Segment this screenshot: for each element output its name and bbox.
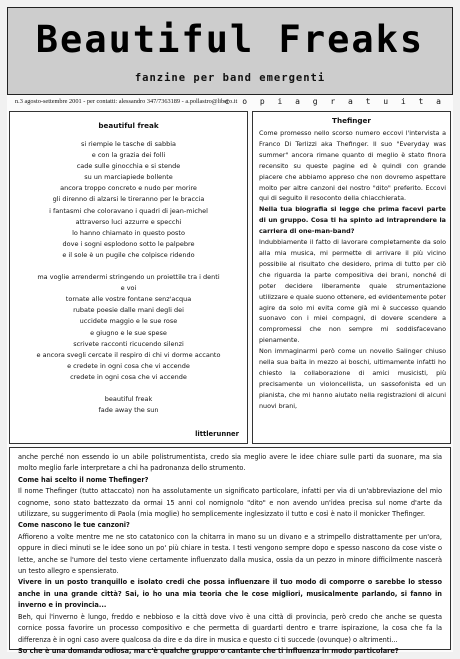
interview-question: Nella tua biografia si legge che prima facevi parte di un gruppo. Cosa ti ha spinto ad intraprendere la carriera di one-man-band? — [259, 205, 446, 236]
poem-line: tornate alle vostre fontane senz'acqua — [65, 295, 192, 304]
interview-answer: Affioreno a volte mentre me ne sto catatonico con la chitarra in mano su un divano e a strimpello distrattamente per un'ora, oppure in dieci minuti se le idee sono un po' più chiare in testa. I testi vengono sempre dopo e spesso nascono da cose viste o lette, anche se l'umore del testo viene certamente influenzato dalla musica, ossia da un pezzo in minore difficilmente nascerà un testo allegro e spensierato. — [18, 532, 442, 576]
interview-answer: anche perché non essendo io un abile polistrumentista, credo sia meglio avere le idee chiare sulle parti da suonare, ma sia molto meglio farle interpretare a chi ha padronanza dello strumento. — [18, 453, 442, 473]
article-title: Thefinger — [332, 116, 371, 125]
poem-line: e voi — [120, 284, 137, 293]
stanza-gap — [10, 261, 247, 272]
fanzine-page — [7, 7, 453, 655]
poem-line: e il sole è un pugile che colpisce ridendo — [62, 250, 195, 259]
poem-author: littlerunner — [195, 430, 239, 438]
article-intro: Come promesso nello scorso numero eccovi l'intervista a Franco Di Terlizzi aka Thefinger. Il suo "Everyday was summer" ancora rimane quanto di meglio è stato finora recensito su queste pagine ed è quindi con grande piacere che abbiamo appreso che non dovremo aspettare molto per altre canzoni del nostro "dito" preferito. Eccovi qui di seguito il resoconto della chiacchierata. — [259, 129, 446, 203]
poem-line: si riempie le tasche di sabbia — [80, 140, 177, 148]
poem-line: lo hanno chiamato in questo posto — [72, 228, 185, 237]
stanza-gap — [10, 383, 247, 394]
poem-line: ancora troppo concreto e nudo per morire — [60, 184, 197, 193]
interview-question: Come hai scelto il nome Thefinger? — [18, 475, 149, 484]
page-title: Beautiful Freaks — [35, 18, 425, 61]
interview-answer: Il nome Thefinger (tutto attaccato) non ha assolutamente un significato particolare, infatti per via di un'abbreviazione del mio cognome, sono stato battezzato da ormai 15 anni col nomignolo "dito" e non avendo un'idea precisa sul nome d'arte da utilizzare, su suggerimento di Paola (mia moglie) ho semplicemente inglesizzato il tutto e così è nato il monicker Thefinger. — [18, 487, 442, 519]
poem-line: i fantasmi che coloravano i quadri di jean-michel — [49, 206, 208, 215]
interview-answer: Indubbiamente il fatto di lavorare completamente da solo alla mia musica, mi permette di arrivare il più vicino possibile al risultato che desidero, prima di tutto per ciò che riguarda la parte compositiva dei brani, nonché di poter decidere liberamente quale strumentazione utilizzare e quale suono ottenere, ed evidentemente poter agire da solo mi evita come già mi è successo quando suonavo con i miei compagni, di dovere scendere a compromessi che non sempre mi soddisfacevano pienamente. — [259, 238, 446, 345]
poem-line: attraverso luci azzurre e specchi — [75, 217, 182, 226]
free-copy-label: c o p i a g r a t u i t a — [224, 97, 445, 106]
interview-question: So che è una domanda odiosa, ma c'è qualche gruppo o cantante che ti influenza in modo particolare? — [18, 646, 399, 655]
poem-line: ma voglie arrendermi stringendo un proiettile tra i denti — [37, 273, 220, 282]
issue-info-line — [15, 98, 445, 108]
page-subtitle: fanzine per band emergenti — [134, 72, 326, 84]
article-column — [253, 125, 450, 412]
interview-continued-text — [10, 448, 450, 657]
poem-line: e credete in ogni cosa che vi accende — [67, 361, 190, 370]
poem-line: uccidete maggio e le sue rose — [79, 317, 178, 326]
masthead — [7, 7, 453, 95]
poem-line: gli direnno di alzarsi le tireranno per le braccia — [52, 195, 205, 204]
interview-box — [252, 111, 451, 444]
poem-line: e giugno e le sue spese — [90, 328, 167, 337]
poem-line: cade sulle ginocchia e si stende — [76, 162, 181, 171]
poem-line: beautiful freak — [104, 394, 153, 403]
poem-line: e ancora svegli cercate il respiro di chi vi dorme accanto — [36, 350, 221, 359]
poem-box — [9, 111, 248, 444]
interview-answer: Non immaginarmi però come un novello Salinger chiuso nella sua baita in mezzo ai boschi, ultimamente infatti ho chiesto la collaborazione di amici musicisti, più precisamente un violoncellista, un sassofonista ed un pianista, che mi hanno aiutato nella registrazioni di alcuni nuovi brani, — [259, 347, 446, 410]
poem-line: fade away the sun — [98, 406, 159, 415]
interview-answer: Beh, qui l'inverno è lungo, freddo e nebbioso e la città dove vivo è una città di provincia, però credo che anche se questa cornice possa favorire un processo compositivo e che permetta di guardarti dentro e trarre ispirazione, la cosa che fa la differenza è in ogni caso avere qualcosa da dire e da dire in musica e questo ci ti succede (ovunque) o altrimenti... — [18, 612, 442, 644]
poem-line: e con la grazia dei folli — [91, 151, 166, 160]
poem-line: scrivete racconti ricucendo silenzi — [73, 339, 184, 348]
poem-body — [10, 139, 247, 416]
poem-line: credete in ogni cosa che vi accende — [70, 372, 187, 381]
poem-title: beautiful freak — [98, 121, 159, 130]
interview-continued-box — [9, 447, 451, 655]
issue-contact-details: n.3 agosto-settembre 2001 - per contatti: alessandro 347/7363189 - a.pollastro@libero.it — [15, 98, 238, 105]
poem-line: su un marciapiede bollente — [84, 173, 173, 182]
poem-line: rubate poesie dalle mani degli dei — [73, 306, 184, 315]
interview-question: Come nascono le tue canzoni? — [18, 521, 130, 530]
interview-question: Vivere in un posto tranquillo e isolato credi che possa influenzare il tuo modo di comporre o sarebbe lo stesso anche in una grande città? Sai, io ho una mia teoria che le cose migliori, musicalmente parlando, si fanno in inverno e in provincia... — [18, 578, 442, 610]
poem-line: dove i sogni esplodono sotto le palpebre — [62, 239, 195, 248]
